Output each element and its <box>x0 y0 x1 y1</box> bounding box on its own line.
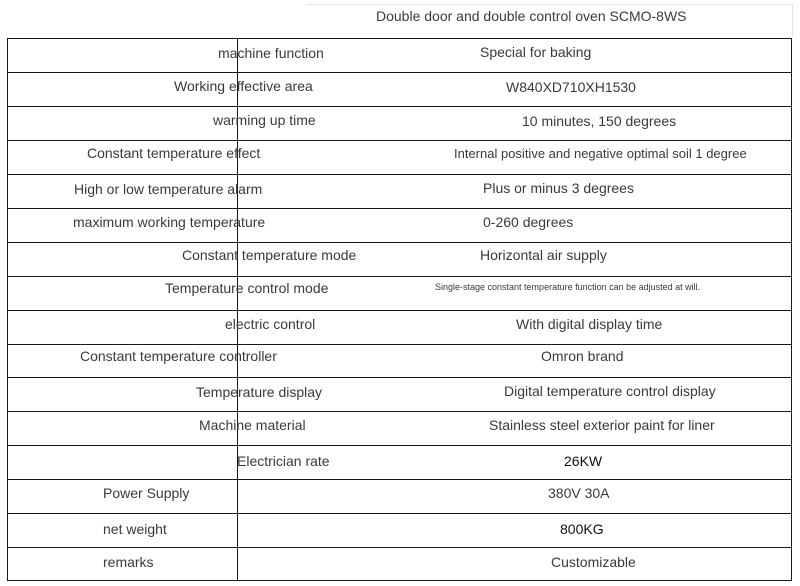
row-divider <box>8 208 791 209</box>
row-divider <box>8 513 791 514</box>
label-machine-function: machine function <box>218 45 324 61</box>
value-electric-control: With digital display time <box>516 316 663 332</box>
label-machine-material: Machine material <box>199 417 306 433</box>
row-divider <box>8 310 791 311</box>
label-net-weight: net weight <box>103 521 167 537</box>
row-divider <box>8 106 791 107</box>
value-constant-temp-controller: Omron brand <box>541 348 624 364</box>
value-temp-control-mode: Single-stage constant temperature function can be adjusted at will. <box>435 282 701 292</box>
label-warming-up-time: warming up time <box>213 112 316 128</box>
value-temp-display: Digital temperature control display <box>504 383 716 399</box>
value-remarks: Customizable <box>551 554 636 570</box>
label-max-working-temp: maximum working temperature <box>73 214 266 230</box>
value-net-weight: 800KG <box>560 521 604 537</box>
label-constant-temp-mode: Constant temperature mode <box>182 247 357 263</box>
row-divider <box>8 174 791 175</box>
value-max-working-temp: 0-260 degrees <box>483 214 574 230</box>
row-divider <box>8 377 791 378</box>
row-divider <box>8 344 791 345</box>
label-constant-temp-effect: Constant temperature effect <box>87 145 261 161</box>
label-temp-control-mode: Temperature control mode <box>165 280 329 296</box>
row-divider <box>8 479 791 480</box>
label-temp-display: Temperature display <box>196 384 323 400</box>
row-divider <box>8 72 791 73</box>
value-machine-material: Stainless steel exterior paint for liner <box>489 417 715 433</box>
value-working-area: W840XD710XH1530 <box>506 79 636 95</box>
label-electric-control: electric control <box>225 316 316 332</box>
label-electrician-rate: Electrician rate <box>237 453 330 469</box>
label-constant-temp-controller: Constant temperature controller <box>80 348 277 364</box>
row-divider <box>8 547 791 548</box>
row-divider <box>8 242 791 243</box>
value-temp-alarm: Plus or minus 3 degrees <box>483 180 634 196</box>
row-divider <box>8 276 791 277</box>
value-constant-temp-effect: Internal positive and negative optimal soil 1 degree <box>454 146 747 161</box>
value-warming-up-time: 10 minutes, 150 degrees <box>522 113 677 129</box>
value-power-supply: 380V 30A <box>548 485 610 501</box>
label-temp-alarm: High or low temperature alarm <box>74 181 263 197</box>
page-title: Double door and double control oven SCMO-8WS <box>376 8 687 24</box>
row-divider <box>8 445 791 446</box>
row-divider <box>8 140 791 141</box>
value-electrician-rate: 26KW <box>564 453 603 469</box>
label-working-area: Working effective area <box>174 78 313 94</box>
label-remarks: remarks <box>103 554 154 570</box>
row-divider <box>8 411 791 412</box>
value-constant-temp-mode: Horizontal air supply <box>480 247 607 263</box>
value-machine-function: Special for baking <box>480 44 592 60</box>
label-power-supply: Power Supply <box>103 485 190 501</box>
